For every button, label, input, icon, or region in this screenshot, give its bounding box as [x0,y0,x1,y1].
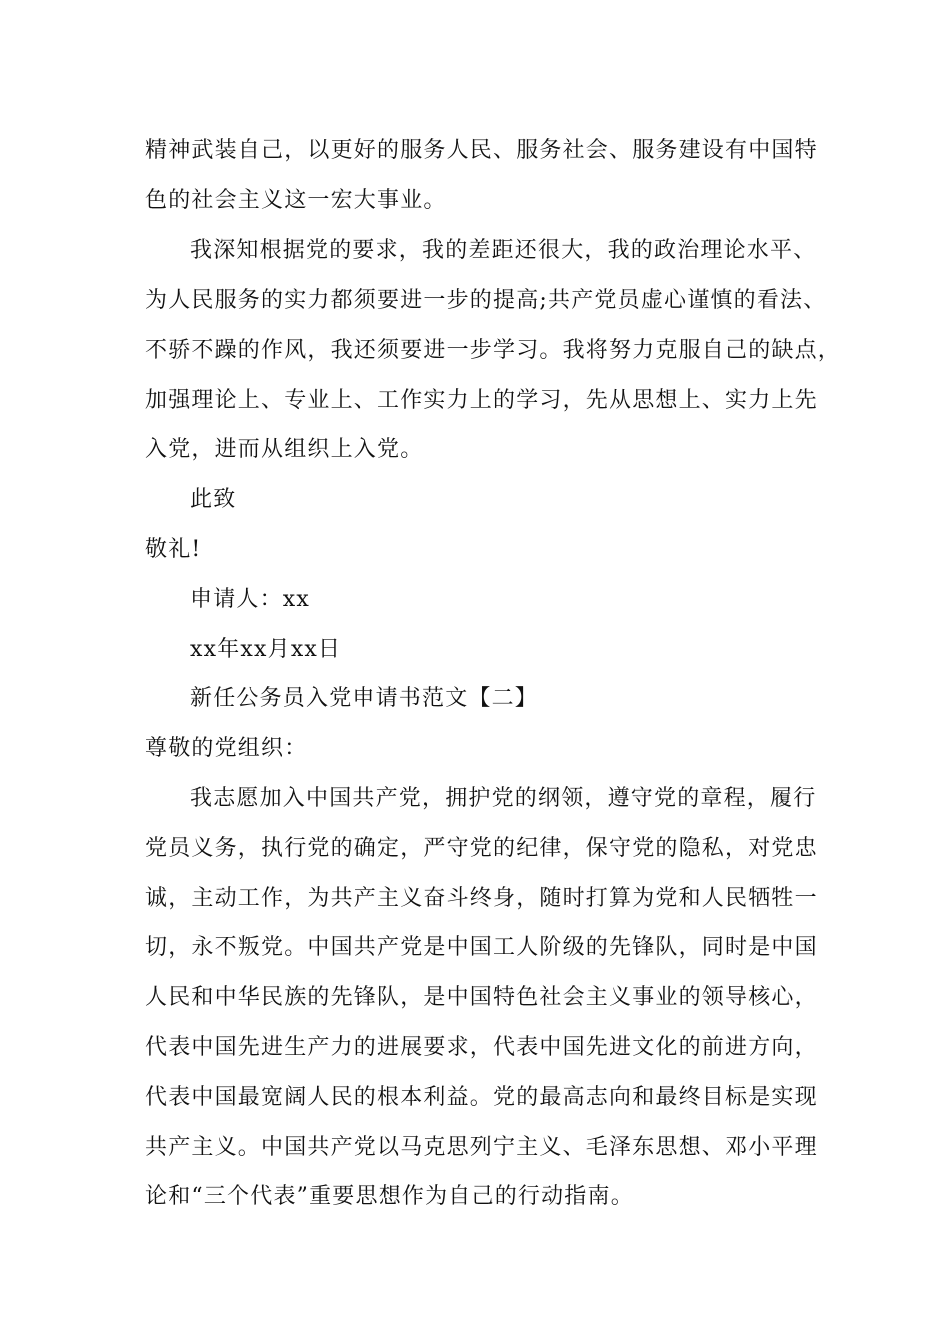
paragraph-line: 代表中国最宽阔人民的根本利益。党的最高志向和最终目标是实现 [145,1085,818,1110]
paragraph-line: 党员义务，执行党的确定，严守党的纪律，保守党的隐私，对党忠 [145,836,818,861]
paragraph-line: 诚，主动工作，为共产主义奋斗终身，随时打算为党和人民牺牲一 [145,886,818,911]
paragraph-line: 切，永不叛党。中国共产党是中国工人阶级的先锋队，同时是中国 [145,935,818,960]
paragraph-line: 不骄不躁的作风，我还须要进一步学习。我将努力克服自己的缺点， [145,338,842,363]
paragraph-line: 我志愿加入中国共产党，拥护党的纲领，遵守党的章程，履行 [190,786,817,811]
paragraph-line: 我深知根据党的要求，我的差距还很大，我的政治理论水平、 [190,238,817,263]
paragraph-line: 人民和中华民族的先锋队，是中国特色社会主义事业的领导核心， [145,985,818,1010]
paragraph-line: 为人民服务的实力都须要进一步的提高;共产党员虚心谨慎的看法、 [145,288,827,313]
paragraph-line: 色的社会主义这一宏大事业。 [145,188,447,213]
paragraph-line: 论和“三个代表”重要思想作为自己的行动指南。 [145,1184,634,1209]
section-title: 新任公务员入党申请书范文【二】 [190,686,539,711]
closing-regards: 敬礼! [145,537,202,562]
greeting: 尊敬的党组织： [145,736,308,761]
applicant-signature: 申请人：xx [190,587,311,612]
paragraph-line: 加强理论上、专业上、工作实力上的学习，先从思想上、实力上先 [145,388,818,413]
paragraph-line: 代表中国先进生产力的进展要求，代表中国先进文化的前进方向， [145,1035,818,1060]
date-line: xx年xx月xx日 [190,637,342,662]
closing-salutation: 此致 [190,487,237,512]
paragraph-line: 入党，进而从组织上入党。 [145,437,424,462]
paragraph-line: 精神武装自己，以更好的服务人民、服务社会、服务建设有中国特 [145,138,818,163]
paragraph-line: 共产主义。中国共产党以马克思列宁主义、毛泽东思想、邓小平理 [145,1135,818,1160]
